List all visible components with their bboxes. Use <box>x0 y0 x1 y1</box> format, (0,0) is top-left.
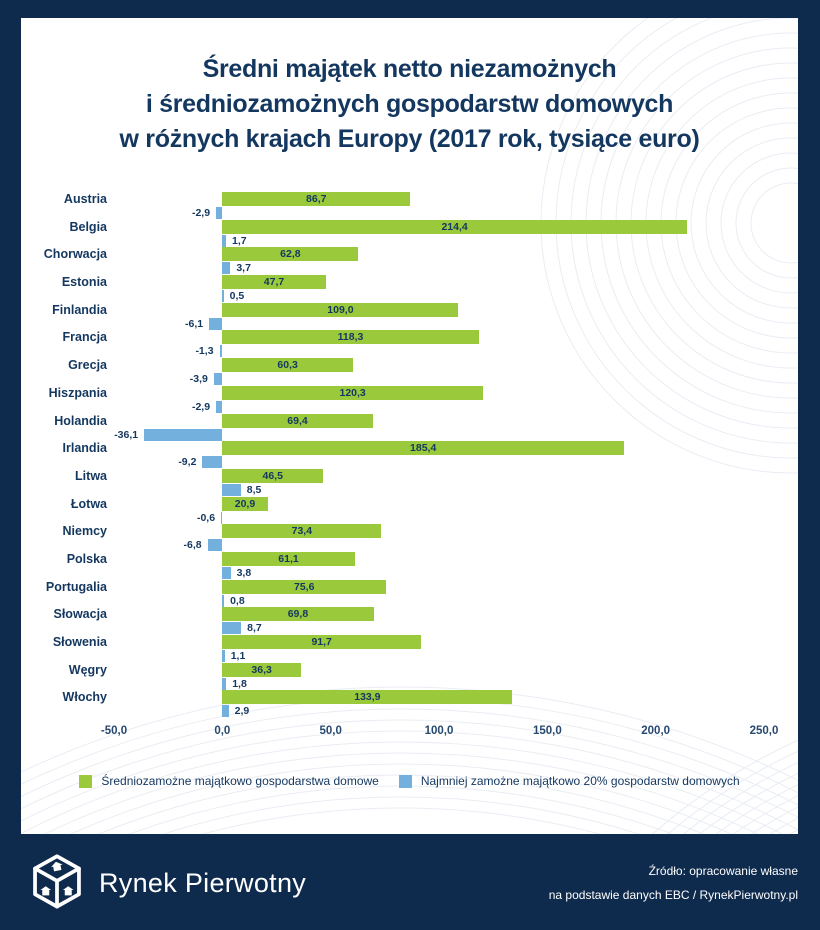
x-axis-tick: -50,0 <box>100 725 128 737</box>
bar-bottom20 <box>222 622 241 634</box>
bar-bottom20 <box>208 539 223 551</box>
cube-logo-icon <box>30 853 84 913</box>
chart-title <box>21 52 798 157</box>
infographic-card <box>21 18 798 834</box>
bar-middle-wealth: 109,0 <box>222 303 458 317</box>
chart-row <box>68 662 764 690</box>
bar-middle-wealth: 69,8 <box>222 607 373 621</box>
bar-bottom20 <box>222 235 226 247</box>
chart-row <box>70 496 764 524</box>
bar-middle-wealth: 91,7 <box>222 635 421 649</box>
chart-row <box>52 302 764 330</box>
brand-logo <box>30 853 306 913</box>
bar-middle-wealth: 60,3 <box>222 358 353 372</box>
country-label: Litwa <box>75 468 107 483</box>
bar-bottom20 <box>144 429 222 441</box>
bar-middle-wealth: 69,4 <box>222 414 372 428</box>
x-axis-tick: 150,0 <box>532 725 562 737</box>
legend-item-bottom20 <box>399 774 740 788</box>
bar-bottom20 <box>214 373 222 385</box>
bar-middle-wealth: 185,4 <box>222 441 624 455</box>
bar-middle-wealth: 133,9 <box>222 690 512 704</box>
chart-row <box>43 246 764 275</box>
bar-bottom20-value: -0,6 <box>196 511 216 524</box>
country-label: Belgia <box>69 219 107 234</box>
bar-bottom20-value: 2,9 <box>234 705 250 718</box>
bar-middle-wealth: 73,4 <box>222 524 381 538</box>
source-line1: Źródło: opracowanie własne <box>648 864 798 878</box>
chart-row <box>45 579 764 607</box>
bar-bottom20-value: 0,5 <box>229 290 245 303</box>
x-axis-tick: 0,0 <box>214 725 231 737</box>
bar-bottom20-value: 3,8 <box>236 566 252 579</box>
chart-row <box>66 551 764 579</box>
chart-row <box>61 274 764 303</box>
bar-bottom20 <box>216 401 222 413</box>
source-line2: na podstawie danych EBC / RynekPierwotny.pl <box>548 888 798 902</box>
bar-bottom20 <box>222 290 223 302</box>
bar-bottom20-value: 1,8 <box>232 677 247 690</box>
chart-row <box>68 357 764 386</box>
bar-middle-wealth: 47,7 <box>222 275 325 289</box>
country-label: Holandia <box>54 413 107 428</box>
bar-bottom20-value: 3,7 <box>236 262 251 275</box>
bar-bottom20 <box>216 207 222 219</box>
country-label: Finlandia <box>52 302 107 317</box>
chart-row <box>53 606 764 635</box>
bar-bottom20-value: -6,8 <box>183 539 202 552</box>
x-axis-tick: 100,0 <box>424 725 454 737</box>
legend-item-middle-wealth <box>79 774 378 788</box>
legend-swatch-blue <box>399 775 412 788</box>
bar-bottom20-value: -6,1 <box>185 317 204 330</box>
chart-legend <box>21 774 798 788</box>
chart-row <box>54 413 764 441</box>
country-label: Estonia <box>61 275 107 290</box>
bar-bottom20 <box>222 595 224 607</box>
bar-middle-wealth: 214,4 <box>222 220 687 234</box>
country-label: Polska <box>66 551 107 566</box>
country-label: Chorwacja <box>43 247 107 262</box>
chart-row <box>69 219 764 247</box>
bar-middle-wealth: 118,3 <box>222 330 478 344</box>
brand-name: Rynek Pierwotny <box>99 867 307 898</box>
bar-bottom20 <box>222 678 226 690</box>
chart-title-line3: w różnych krajach Europy (2017 rok, tysiące euro) <box>119 125 700 153</box>
country-label: Hiszpania <box>48 385 107 400</box>
x-axis-tick: 250,0 <box>749 725 779 737</box>
bar-bottom20 <box>222 705 228 717</box>
bar-bottom20-value: -9,2 <box>178 456 197 469</box>
x-axis-tick: 50,0 <box>319 725 342 737</box>
bar-bottom20-value: 1,7 <box>232 234 247 247</box>
footer <box>0 840 820 926</box>
bar-bottom20 <box>222 262 230 274</box>
bar-chart <box>43 191 764 718</box>
bar-bottom20-value: -2,9 <box>191 400 211 413</box>
bar-middle-wealth: 46,5 <box>222 469 323 483</box>
chart-row <box>63 191 764 219</box>
bar-middle-wealth: 61,1 <box>222 552 354 566</box>
chart-row <box>62 523 764 552</box>
country-label: Słowenia <box>52 635 107 649</box>
country-label: Łotwa <box>70 496 107 511</box>
bar-bottom20 <box>222 650 224 662</box>
x-axis-tick: 200,0 <box>641 725 671 737</box>
bar-bottom20-value: 8,5 <box>246 483 262 496</box>
bar-middle-wealth: 75,6 <box>222 580 386 594</box>
chart-title-line1: Średni majątek netto niezamożnych <box>202 55 617 83</box>
bar-bottom20-value: 8,7 <box>247 622 262 635</box>
bar-bottom20-value: -36,1 <box>114 428 139 441</box>
bar-middle-wealth: 120,3 <box>222 386 483 400</box>
chart-row <box>48 385 764 413</box>
bar-bottom20-value: 0,8 <box>230 594 245 607</box>
bar-bottom20 <box>202 456 222 468</box>
bar-middle-wealth: 62,8 <box>222 247 358 261</box>
chart-title-line2: i średniozamożnych gospodarstw domowych <box>145 90 674 118</box>
country-label: Włochy <box>62 690 107 705</box>
bar-middle-wealth: 86,7 <box>222 192 410 206</box>
chart-row <box>62 440 764 469</box>
legend-swatch-green <box>79 775 92 788</box>
bar-bottom20 <box>222 484 240 496</box>
bar-bottom20 <box>221 512 222 524</box>
bar-middle-wealth: 36,3 <box>222 663 301 677</box>
country-label: Słowacja <box>53 607 107 622</box>
bar-middle-wealth: 20,9 <box>222 497 267 511</box>
bar-bottom20-value: -3,9 <box>189 373 208 386</box>
bar-bottom20-value: 1,1 <box>230 650 246 662</box>
bar-bottom20-value: -1,3 <box>195 345 214 358</box>
country-label: Niemcy <box>62 524 107 539</box>
chart-row <box>62 689 764 718</box>
bar-bottom20 <box>222 567 230 579</box>
legend-label-bottom20: Najmniej zamożne majątkowo 20% gospodarstw domowych <box>420 774 740 788</box>
country-label: Portugalia <box>45 579 107 594</box>
x-axis <box>100 725 779 741</box>
country-label: Węgry <box>68 662 107 677</box>
bar-bottom20 <box>220 345 223 357</box>
legend-label-middle-wealth: Średniozamożne majątkowo gospodarstwa domowe <box>101 774 379 788</box>
bar-bottom20-value: -2,9 <box>191 207 211 219</box>
country-label: Grecja <box>68 358 107 373</box>
country-label: Irlandia <box>62 441 107 456</box>
source-note <box>549 859 798 907</box>
chart-row <box>52 634 764 662</box>
country-label: Francja <box>62 330 107 345</box>
country-label: Austria <box>63 192 107 206</box>
chart-row <box>62 329 764 358</box>
bar-bottom20 <box>209 318 222 330</box>
chart-row <box>75 468 764 496</box>
